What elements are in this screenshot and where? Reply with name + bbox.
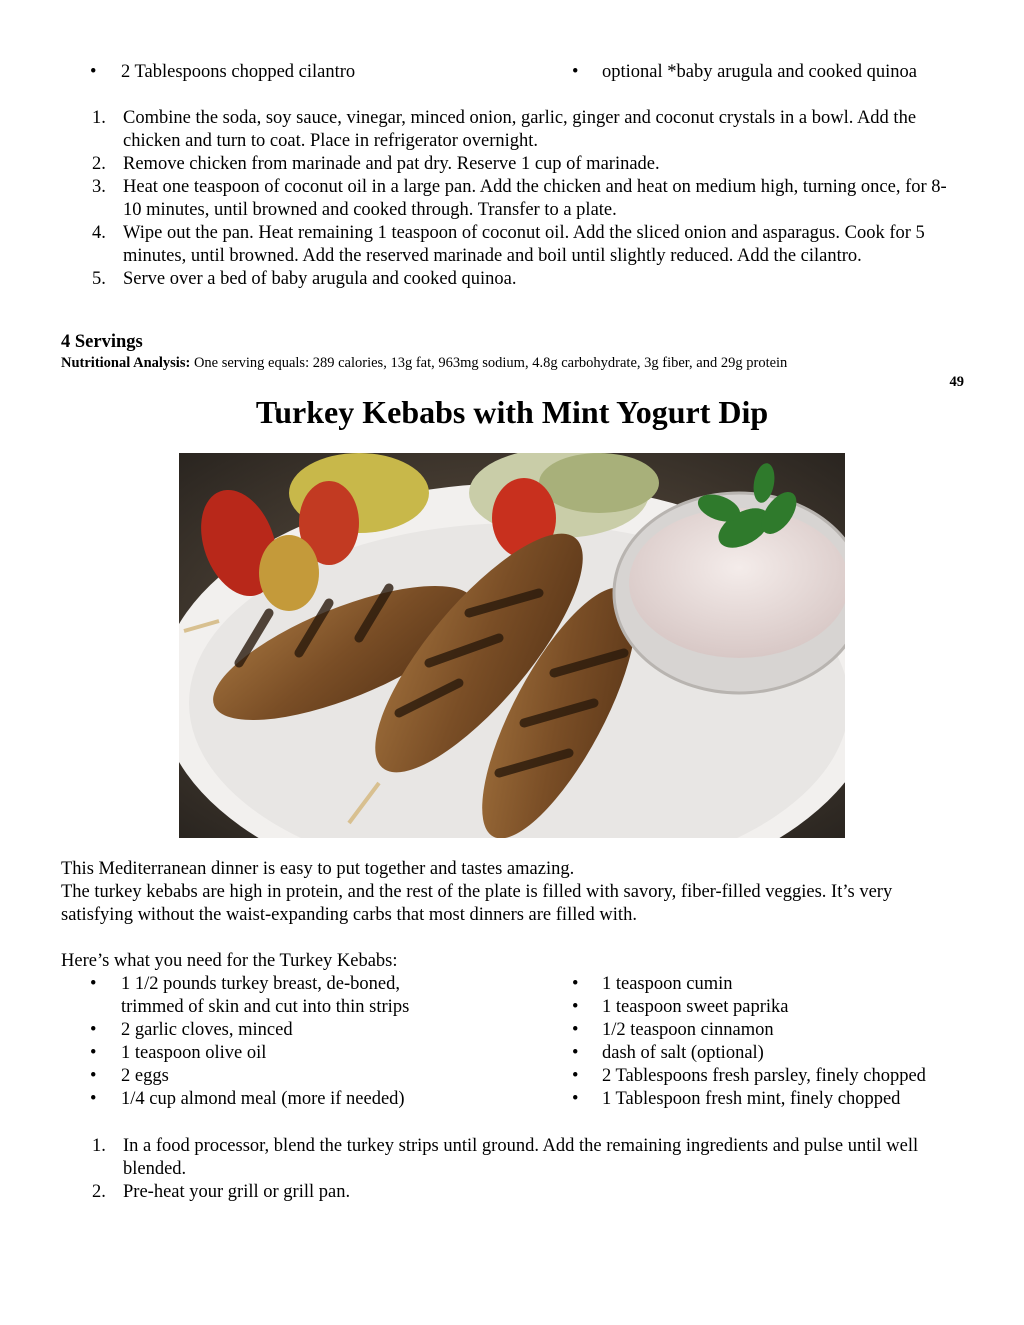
list-item: • 1 1/2 pounds turkey breast, de-boned, trimmed of skin and cut into thin strips: [63, 973, 451, 1019]
top-ingredients-left: [63, 61, 523, 84]
servings-label: 4 Servings: [61, 332, 143, 352]
list-item: • 2 Tablespoons fresh parsley, finely chopped: [562, 1065, 982, 1088]
nutrition-text: One serving equals: 289 calories, 13g fat, 963mg sodium, 4.8g carbohydrate, 3g fiber, and 29g protein: [190, 355, 788, 371]
food-photo-illustration: [179, 453, 845, 838]
list-item: • dash of salt (optional): [562, 1042, 982, 1065]
food-photo: [179, 453, 845, 838]
intro-paragraph: [61, 858, 961, 927]
intro-line: This Mediterranean dinner is easy to put together and tastes amazing.: [61, 859, 575, 879]
list-item: • 1 Tablespoon fresh mint, finely chopped: [562, 1088, 982, 1111]
list-item: • 2 Tablespoons chopped cilantro: [63, 61, 523, 84]
step-item: 5. Serve over a bed of baby arugula and cooked quinoa.: [92, 269, 517, 289]
list-item: • 1 teaspoon olive oil: [63, 1042, 463, 1065]
step-item: 3. Heat one teaspoon of coconut oil in a large pan. Add the chicken and heat on medium high, turning once, for 8-10 minutes, until browned and cooked through. Transfer to a plate.: [92, 177, 947, 220]
list-item: • optional *baby arugula and cooked quinoa: [562, 61, 982, 84]
ingredients-left: [63, 973, 463, 1111]
list-item: • 1 teaspoon cumin: [562, 973, 982, 996]
step-item: 1. In a food processor, blend the turkey strips until ground. Add the remaining ingredients and pulse until well blended.: [92, 1136, 919, 1179]
nutrition-label: Nutritional Analysis:: [61, 355, 191, 371]
recipe-title: Turkey Kebabs with Mint Yogurt Dip: [255, 394, 769, 430]
nutrition-line: [61, 354, 961, 372]
steps-list: [63, 1135, 963, 1204]
intro-line: The turkey kebabs are high in protein, and the rest of the plate is filled with savory, fiber-filled veggies. It’s very satisfying without the waist-expanding carbs that most dinners are filled with.: [61, 882, 893, 925]
list-item: • 2 garlic cloves, minced: [63, 1019, 463, 1042]
list-item: • 1/2 teaspoon cinnamon: [562, 1019, 982, 1042]
list-item: • 2 eggs: [63, 1065, 463, 1088]
list-item: • 1 teaspoon sweet paprika: [562, 996, 982, 1019]
ingredients-right: [562, 973, 982, 1111]
step-item: 1. Combine the soda, soy sauce, vinegar, minced onion, garlic, ginger and coconut crystals in a bowl. Add the chicken and turn to coat. Place in refrigerator overnight.: [92, 108, 917, 151]
step-item: 2. Pre-heat your grill or grill pan.: [92, 1182, 351, 1202]
step-item: 2. Remove chicken from marinade and pat dry. Reserve 1 cup of marinade.: [92, 154, 660, 174]
top-steps-list: [63, 107, 963, 291]
step-item: 4. Wipe out the pan. Heat remaining 1 teaspoon of coconut oil. Add the sliced onion and asparagus. Cook for 5 minutes, until browned. Add the reserved marinade and boil until slightly reduced. Add the cilantro.: [92, 223, 925, 266]
list-item: • 1/4 cup almond meal (more if needed): [63, 1088, 463, 1111]
top-ingredients-right: [562, 61, 982, 84]
ingredients-heading: Here’s what you need for the Turkey Kebabs:: [61, 951, 398, 971]
page-number: 49: [949, 374, 964, 390]
